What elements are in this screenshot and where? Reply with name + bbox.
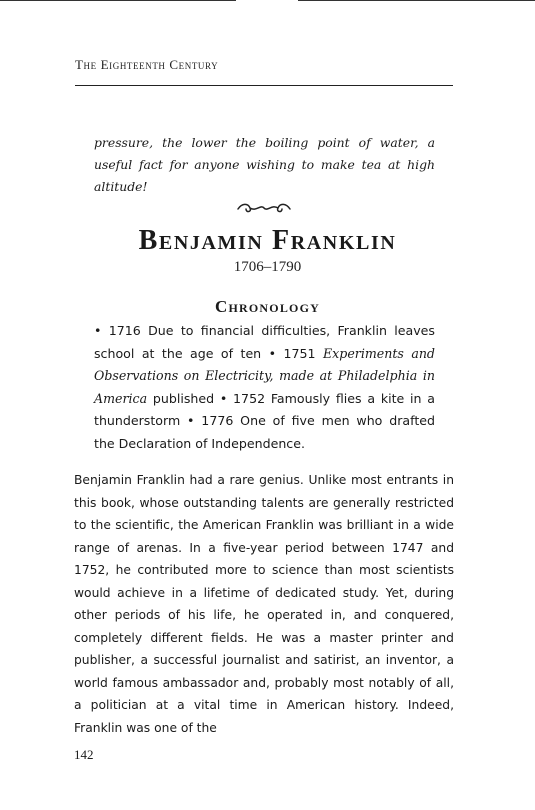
chronology-heading: Chronology xyxy=(215,297,320,316)
body-paragraph: Benjamin Franklin had a rare genius. Unlike most entrants in this book, whose outstanding talents are generally restricted to the scientific, the American Franklin was brilliant in a wide range of arenas. In a five-year period between 1747 and 1752, he contributed more to science than most scientists would achieve in a lifetime of dedicated study. Yet, during other periods of his life, he operated in, and conquered, completely different fields. He was a master printer and publisher, a successful journalist and satirist, an inventor, a world famous ambassador and, probably most notably of all, a politician at a vital time in American history. Indeed, Franklin was one of the xyxy=(74,473,454,735)
chronology-part: • 1716 Due to financial difficulties, Franklin leaves school at the age of ten • 1751 xyxy=(94,323,435,361)
chronology-text xyxy=(94,320,435,456)
chronology-book-title: Experiments and Observations on Electricity, made at Philadelphia in America xyxy=(94,345,435,406)
chronology-part: published • 1752 Famously flies a kite in a thunderstorm • 1776 One of five men who drafted the Declaration of Independence. xyxy=(94,390,435,451)
decorative-swash-icon xyxy=(234,200,294,216)
page-number: 142 xyxy=(74,747,94,762)
header-rule xyxy=(75,85,453,86)
life-dates: 1706–1790 xyxy=(233,259,302,275)
crop-mark-left xyxy=(0,0,236,1)
running-head: The Eighteenth Century xyxy=(75,57,219,72)
chapter-title: Benjamin Franklin xyxy=(138,225,397,256)
intro-italic-text: pressure, the lower the boiling point of water, a useful fact for anyone wishing to make tea at high altitude! xyxy=(94,135,435,194)
crop-mark-right xyxy=(298,0,535,1)
